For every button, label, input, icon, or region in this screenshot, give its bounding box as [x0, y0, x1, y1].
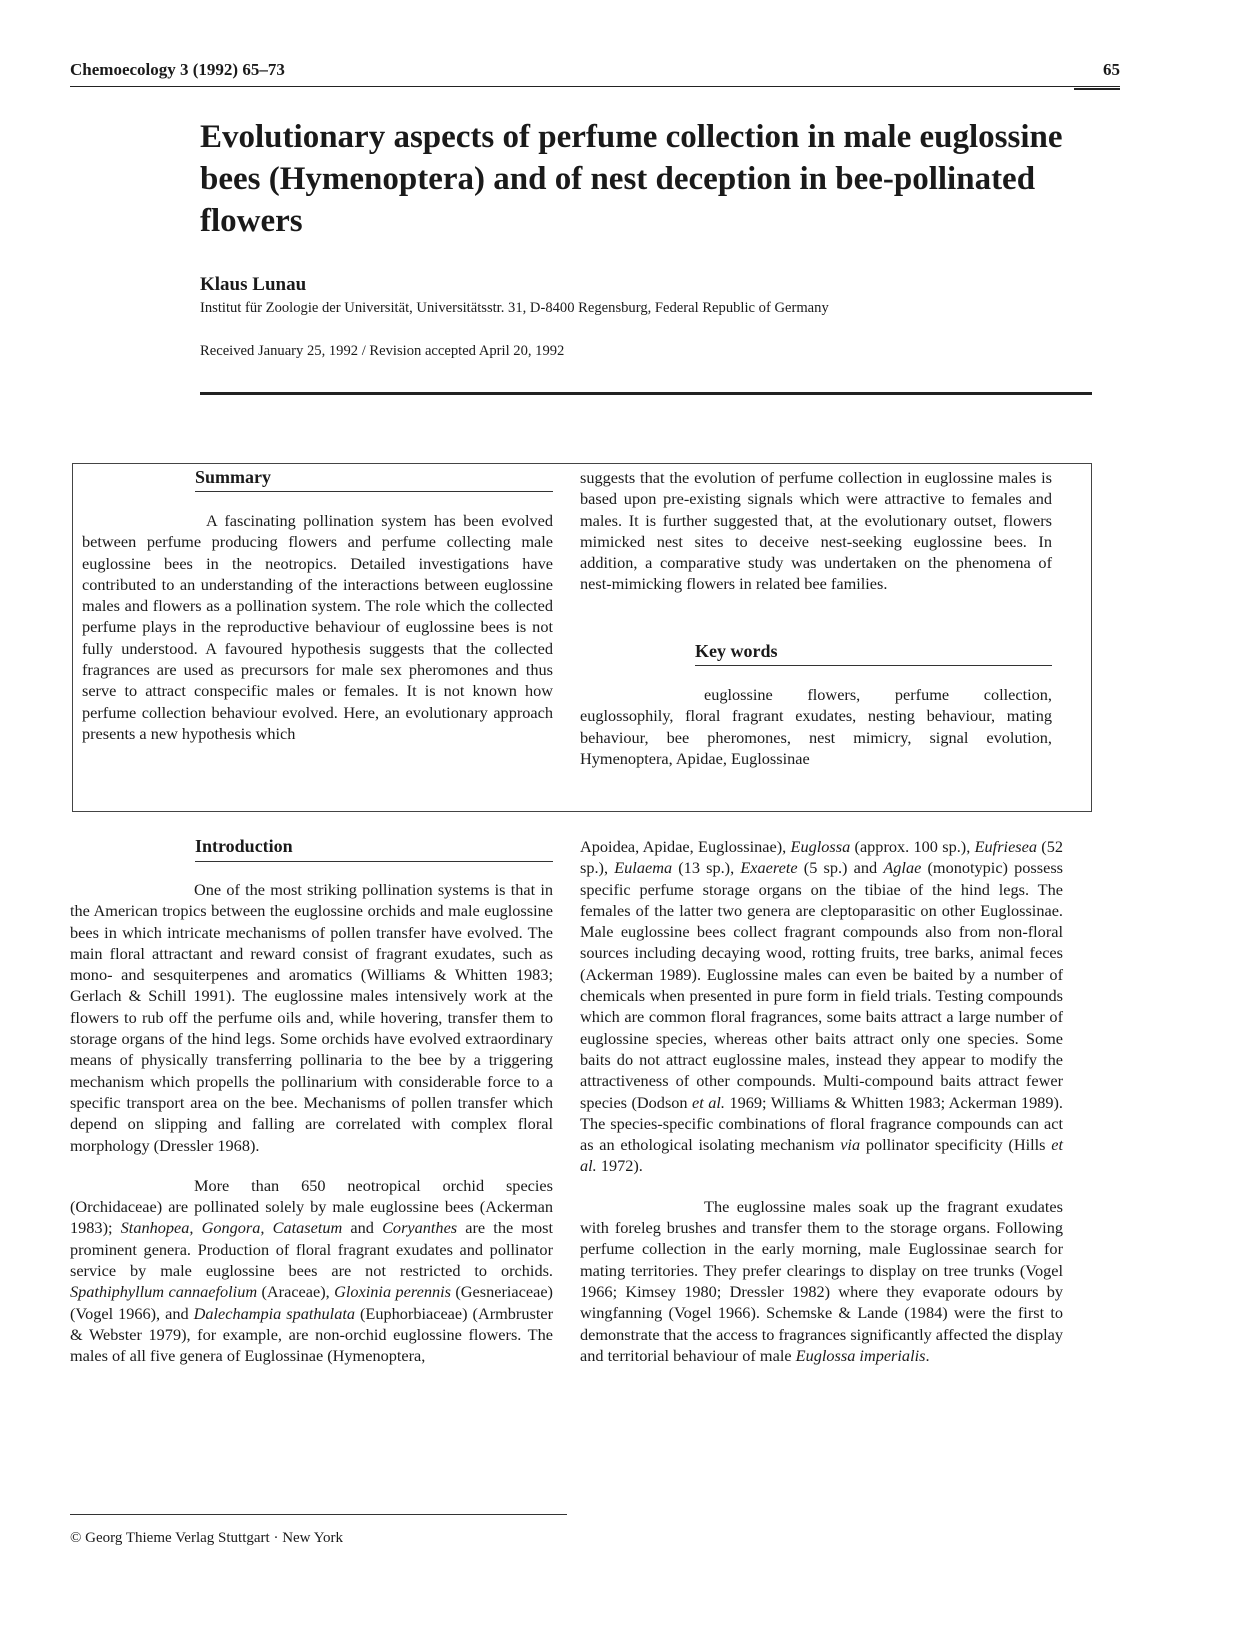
- intro-paragraph-2: More than 650 neotropical orchid species (Orchidaceae) are pollinated solely by male euglossine bees (Ackerman 1983); Stanhopea, Gongora, Catasetum and Coryanthes are the most prominent genera. Production of floral fragrant exudates and pollinator service by male euglossine bees are not restricted to orchids. Spathiphyllum cannaefolium (Araceae), Gloxinia perennis (Gesneriaceae) (Vogel 1966), and Dalechampia spathulata (Euphorbiaceae) (Armbruster & Webster 1979), for example, are non-orchid euglossine flowers. The males of all five genera of Euglossinae (Hymenoptera,: [70, 1175, 553, 1366]
- introduction-heading-rule: [195, 861, 553, 862]
- introduction-column-2: [580, 836, 1063, 1366]
- summary-column-2: [580, 467, 1052, 595]
- received-dates: Received January 25, 1992 / Revision accepted April 20, 1992: [200, 343, 565, 359]
- summary-text-part2: suggests that the evolution of perfume collection in euglossine males is based upon pre-existing signals which were attractive to females and males. It is further suggested that, at the evolutionary outset, flowers mimicked nest sites to deceive nest-seeking euglossine bees. In addition, a comparative study was undertaken on the phenomena of nest-mimicking flowers in related bee families.: [580, 468, 1052, 594]
- page-number: 65: [1103, 60, 1120, 79]
- author-name: Klaus Lunau: [200, 274, 307, 295]
- author-affiliation: Institut für Zoologie der Universität, Universitätsstr. 31, D-8400 Regensburg, Federal Republic of Germany: [200, 300, 829, 316]
- header-rule: [70, 86, 1120, 87]
- summary-heading: Summary: [195, 467, 271, 487]
- intro-paragraph-1: One of the most striking pollination systems is that in the American tropics between the euglossine orchids and male euglossine bees in which intricate mechanisms of pollen transfer have evolved. The main floral attractant and reward consist of fragrant exudates, such as mono- and sesquiterpenes and aromatics (Williams & Whitten 1983; Gerlach & Schill 1991). The euglossine males intensively work at the flowers to rub off the perfume oils and, while hovering, transfer them to storage organs of the hind legs. Some orchids have evolved extraordinary means of physically transferring pollinaria to the bee by a triggering mechanism which propells the pollinarium with considerable force to a specific transport area on the bee. Mechanisms of pollen transfer which depend on slipping and falling are correlated with complex floral morphology (Dressler 1968).: [70, 880, 553, 1155]
- keywords-heading-rule: [695, 665, 1052, 666]
- introduction-column-1: [70, 879, 553, 1367]
- introduction-heading: Introduction: [195, 836, 293, 856]
- summary-text-part1: A fascinating pollination system has been evolved between perfume producing flowers and perfume collecting male euglossine bees in the neotropics. Detailed investigations have contributed to an understanding of the interactions between euglossine males and flowers as a pollination system. The role which the collected perfume plays in the reproductive behaviour of euglossine bees is not fully understood. A favoured hypothesis suggests that the collected fragrances are used as precursors for male sex pheromones and thus serve to attract conspecific males or females. It is not known how perfume collection behaviour evolved. Here, an evolutionary approach presents a new hypothesis which: [82, 511, 553, 743]
- summary-column-1: [82, 510, 553, 744]
- journal-citation: Chemoecology 3 (1992) 65–73: [70, 60, 285, 79]
- article-title: Evolutionary aspects of perfume collection in male euglossine bees (Hymenoptera) and of nest deception in bee-pollinated flowers: [200, 119, 1063, 239]
- publisher-footnote: © Georg Thieme Verlag Stuttgart · New York: [70, 1530, 344, 1546]
- page-number-rule: [1074, 88, 1120, 90]
- title-rule: [200, 392, 1092, 395]
- keywords-text: euglossine flowers, perfume collection, euglossophily, floral fragrant exudates, nesting behaviour, mating behaviour, bee pheromones, nest mimicry, signal evolution, Hymenoptera, Apidae, Euglossinae: [580, 685, 1052, 768]
- keywords-heading: Key words: [695, 641, 778, 661]
- intro-paragraph-3: Apoidea, Apidae, Euglossinae), Euglossa (approx. 100 sp.), Eufriesea (52 sp.), Eulaema (13 sp.), Exaerete (5 sp.) and Aglae (monotypic) possess specific perfume storage organs on the tibiae of the hind legs. The females of the latter two genera are cleptoparasitic on other Euglossinae. Male euglossine bees collect fragrant compounds also from non-floral sources including decaying wood, rotting fruits, tree barks, animal feces (Ackerman 1989). Euglossine males can even be baited by a number of chemicals when presented in pure form in field trials. Testing compounds which are common floral fragrances, some baits attract a large number of euglossine species, whereas other baits attract only one species. Some baits do not attract euglossine males, instead they appear to modify the attractiveness of other compounds. Multi-compound baits attract fewer species (Dodson et al. 1969; Williams & Whitten 1983; Ackerman 1989). The species-specific combinations of floral fragrance compounds can act as an ethological isolating mechanism via pollinator specificity (Hills et al. 1972).: [580, 837, 1064, 1176]
- summary-heading-rule: [195, 491, 553, 492]
- footnote-rule: [70, 1514, 567, 1515]
- intro-paragraph-4: The euglossine males soak up the fragrant exudates with foreleg brushes and transfer them to the storage organs. Following perfume collection in the early morning, male Euglossinae search for mating territories. They prefer clearings to display on tree trunks (Vogel 1966; Kimsey 1980; Dressler 1982) where they evaporate odours by wingfanning (Vogel 1966). Schemske & Lande (1984) were the first to demonstrate that the access to fragrances significantly affected the display and territorial behaviour of male Euglossa imperialis.: [580, 1196, 1063, 1365]
- keywords-block: [580, 684, 1052, 769]
